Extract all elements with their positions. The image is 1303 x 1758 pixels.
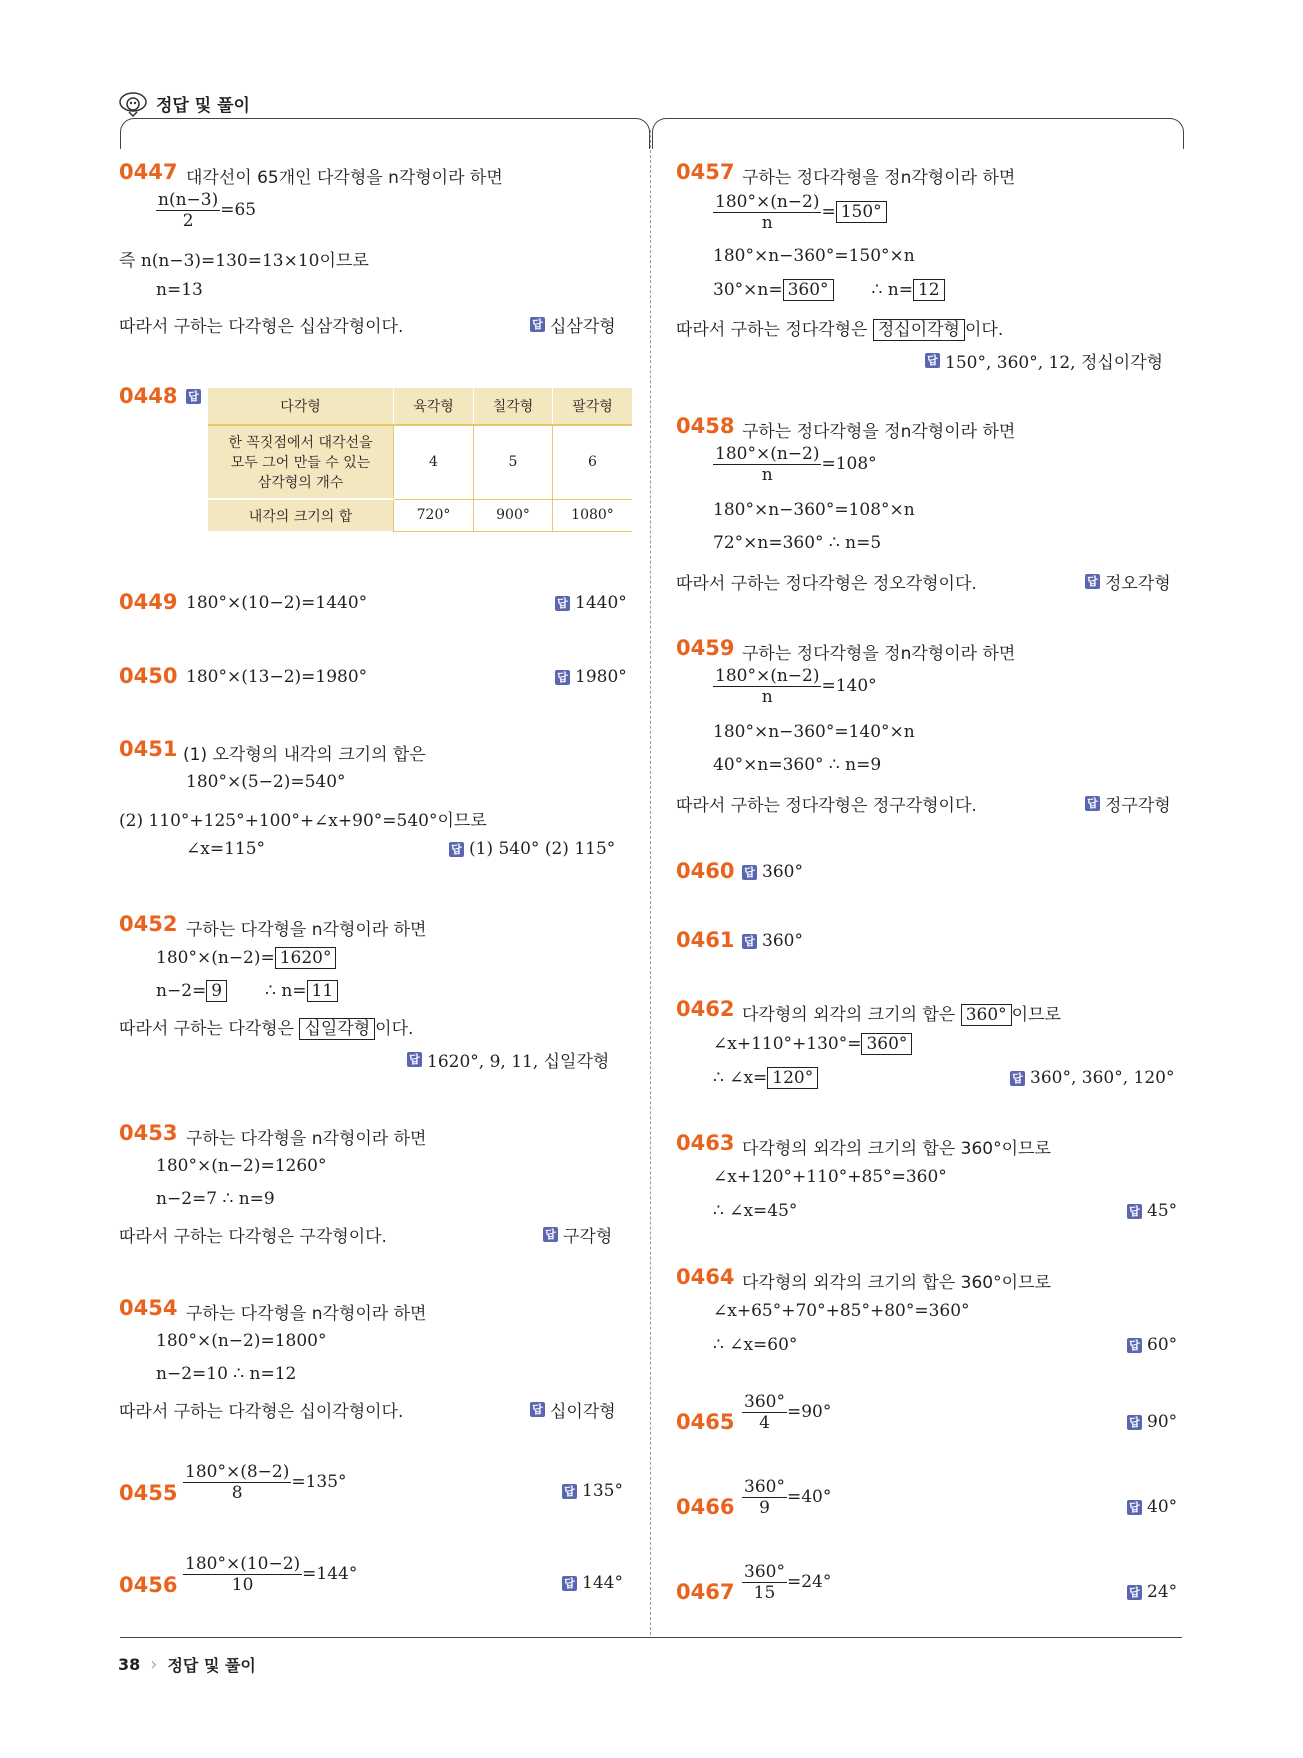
footer-rule [120, 1637, 1182, 1638]
answer: 답 십삼각형 [530, 312, 616, 337]
table-row-label: 내각의 크기의 합 [208, 499, 394, 531]
solution-line: 구하는 다각형을 n각형이라 하면 [186, 920, 427, 940]
solution-line: $\frac{180^\circ\times(n-2)}{n}$ = 150° [713, 192, 887, 233]
answer-icon: 답 [742, 934, 757, 949]
problem-number: 0459 [676, 636, 735, 660]
solution-line: 다각형의 외각의 크기의 합은 360°이므로 [742, 1273, 1051, 1293]
solution-line: 구하는 정다각형을 정n각형이라 하면 [742, 422, 1016, 442]
table-cell: 5 [474, 425, 553, 499]
answer: 답 144° [562, 1573, 623, 1593]
polygon-table [208, 388, 632, 532]
answer: 답 정구각형 [1085, 791, 1171, 816]
answer-icon: 답 [543, 1227, 558, 1242]
table-header: 다각형 [208, 388, 394, 425]
problem-number: 0462 [676, 997, 735, 1021]
answer: 답 1980° [555, 667, 627, 687]
blank-box: 십일각형 [299, 1018, 375, 1040]
solution-line: 따라서 구하는 다각형은 구각형이다. [119, 1227, 387, 1247]
table-header: 팔각형 [553, 388, 633, 425]
table-header: 칠각형 [474, 388, 553, 425]
answer: 답 정오각형 [1085, 569, 1171, 594]
solution-line: 180°×(10−2)=1440° [186, 593, 368, 613]
solution-line: ∠x+110°+130°= 360° [713, 1034, 912, 1054]
problem-number: 0464 [676, 1265, 735, 1289]
blank-box: 정십이각형 [873, 319, 965, 341]
mascot-icon [118, 88, 148, 118]
solution-line: 따라서 구하는 다각형은 십일각형 이다. [119, 1019, 414, 1039]
answer: 답 45° [1127, 1201, 1177, 1221]
solution-line: 구하는 정다각형을 정n각형이라 하면 [742, 644, 1016, 664]
fraction: $\frac{360^\circ}{4}$ [744, 1392, 785, 1433]
page-number: 38 [118, 1655, 141, 1674]
answer-icon: 답 [1085, 574, 1100, 589]
solution-line: 따라서 구하는 정다각형은 정오각형이다. [676, 574, 977, 594]
solution-line: $\frac{360^\circ}{4}$ =90° [744, 1392, 832, 1433]
solution-line: n−2=10 ∴ n=12 [156, 1364, 297, 1384]
footer-title: 정답 및 풀이 [167, 1656, 256, 1675]
solution-line: n−2= 9 ∴ n= 11 [156, 981, 338, 1001]
solution-line: (2) 110°+125°+100°+∠x+90°=540°이므로 [119, 811, 487, 831]
answer-icon: 답 [1127, 1338, 1142, 1353]
solution-line: 다각형의 외각의 크기의 합은 360°이므로 [742, 1139, 1051, 1159]
solution-line: $\frac{180^\circ\times(n-2)}{n}$ =140° [715, 666, 877, 707]
answer: 답 360° [742, 931, 803, 951]
answer: 답 360° [742, 862, 803, 882]
answer-icon: 답 [449, 842, 464, 857]
solution-line: 180°×(5−2)=540° [186, 772, 346, 792]
answer: 답 60° [1127, 1335, 1177, 1355]
problem-number: 0447 [119, 160, 178, 184]
solution-line: 대각선이 65개인 다각형을 n각형이라 하면 [186, 168, 503, 188]
blank-box: 9 [206, 980, 227, 1002]
problem-number: 0449 [119, 590, 178, 614]
answer: 답 (1) 540° (2) 115° [449, 839, 615, 859]
solution-line: ∠x=115° [186, 839, 266, 859]
solution-line: 180°×(n−2)=1800° [156, 1331, 327, 1351]
answer-icon: 답 [1127, 1204, 1142, 1219]
solution-line: $\frac{n(n-3)}{2}$ =65 [158, 190, 257, 231]
solution-line: ∴ ∠x=60° [713, 1335, 798, 1355]
problem-number: 0457 [676, 160, 735, 184]
table-row-label: 한 꼭짓점에서 대각선을 모두 그어 만들 수 있는 삼각형의 개수 [208, 425, 394, 499]
solution-line: $\frac{180^\circ\times(8-2)}{8}$ =135° [185, 1462, 347, 1503]
fraction: $\frac{360^\circ}{15}$ [744, 1562, 785, 1603]
chevron-right-icon: › [150, 1654, 158, 1675]
answer-icon: 답 [1127, 1415, 1142, 1430]
solution-line: 따라서 구하는 다각형은 십삼각형이다. [119, 317, 404, 337]
answer: 답 135° [562, 1481, 623, 1501]
answer-icon: 답 [1085, 796, 1100, 811]
problem-number: 0465 [676, 1410, 735, 1434]
solution-line: 180°×(n−2)= 1620° [156, 948, 336, 968]
solution-line: $\frac{180^\circ\times(10-2)}{10}$ =144° [185, 1554, 358, 1595]
answer-icon: 답 [1010, 1071, 1025, 1086]
problem-number: 0454 [119, 1296, 178, 1320]
problem-number: 0448 [119, 384, 178, 408]
solution-line: ∠x+120°+110°+85°=360° [713, 1167, 947, 1187]
solution-line: ∴ ∠x= 120° [713, 1068, 818, 1088]
table-cell: 720° [394, 499, 474, 531]
page-header [118, 86, 250, 120]
solution-line: 72°×n=360° ∴ n=5 [713, 533, 882, 553]
solution-line: 구하는 다각형을 n각형이라 하면 [186, 1304, 427, 1324]
answer-icon: 답 [562, 1576, 577, 1591]
answer-icon: 답 [742, 865, 757, 880]
problem-number: 0455 [119, 1481, 178, 1505]
problem-number: 0463 [676, 1131, 735, 1155]
fraction: $\frac{n(n-3)}{2}$ [158, 190, 219, 231]
answer: 답 24° [1127, 1582, 1177, 1602]
answer: 답 1440° [555, 593, 627, 613]
problem-number: 0450 [119, 664, 178, 688]
table-cell: 900° [474, 499, 553, 531]
solution-line: $\frac{180^\circ\times(n-2)}{n}$ =108° [715, 444, 877, 485]
solution-line: 30°×n= 360° ∴ n= 12 [713, 280, 945, 300]
blank-box: 360° [961, 1004, 1012, 1026]
solution-line: 다각형의 외각의 크기의 합은 360° 이므로 [742, 1005, 1061, 1025]
solution-line: n−2=7 ∴ n=9 [156, 1189, 275, 1209]
blank-box: 12 [913, 279, 945, 301]
blank-box: 360° [783, 279, 834, 301]
answer-icon: 답 [555, 670, 570, 685]
solution-line: 180°×(n−2)=1260° [156, 1156, 327, 1176]
solution-line: ∠x+65°+70°+85°+80°=360° [713, 1301, 970, 1321]
answer: 답 십이각형 [530, 1397, 616, 1422]
solution-line: (1) 오각형의 내각의 크기의 합은 [183, 745, 426, 765]
answer-icon: 답 [1127, 1500, 1142, 1515]
problem-number: 0460 [676, 859, 735, 883]
blank-box: 120° [767, 1067, 818, 1089]
right-column-frame [652, 118, 1184, 149]
solution-line: $\frac{360^\circ}{9}$ =40° [744, 1477, 832, 1518]
table-header: 육각형 [394, 388, 474, 425]
problem-number: 0466 [676, 1495, 735, 1519]
problem-number: 0458 [676, 414, 735, 438]
answer-icon: 답 [925, 353, 940, 368]
problem-number: 0456 [119, 1573, 178, 1597]
page-footer [118, 1653, 256, 1676]
solution-line: 180°×n−360°=150°×n [713, 246, 915, 266]
answer: 답 구각형 [543, 1222, 612, 1247]
solution-line: $\frac{360^\circ}{15}$ =24° [744, 1562, 832, 1603]
blank-box: 1620° [275, 947, 337, 969]
answer-icon: 답 [555, 596, 570, 611]
solution-line: ∴ ∠x=45° [713, 1201, 798, 1221]
table-cell: 1080° [553, 499, 633, 531]
answer-icon: 답 [562, 1484, 577, 1499]
solution-line: 180°×(13−2)=1980° [186, 667, 368, 687]
solution-line: 따라서 구하는 정다각형은 정구각형이다. [676, 796, 977, 816]
fraction: $\frac{180^\circ\times(10-2)}{10}$ [185, 1554, 301, 1595]
problem-number: 0452 [119, 912, 178, 936]
solution-line: 180°×n−360°=108°×n [713, 500, 915, 520]
solution-line: 40°×n=360° ∴ n=9 [713, 755, 882, 775]
answer-icon: 답 [186, 389, 201, 404]
column-divider [650, 130, 651, 1635]
blank-box: 150° [836, 201, 887, 223]
problem-number: 0467 [676, 1580, 735, 1604]
fraction: $\frac{360^\circ}{9}$ [744, 1477, 785, 1518]
solution-line: 180°×n−360°=140°×n [713, 722, 915, 742]
blank-box: 11 [307, 980, 339, 1002]
answer: 답 150°, 360°, 12, 정십이각형 [925, 348, 1163, 373]
left-column-frame [120, 118, 650, 149]
table-cell: 6 [553, 425, 633, 499]
fraction: $\frac{180^\circ\times(n-2)}{n}$ [715, 666, 820, 707]
fraction: $\frac{180^\circ\times(n-2)}{n}$ [715, 444, 820, 485]
solution-line: 즉 n(n−3)=130=13×10이므로 [119, 251, 369, 271]
answer: 답 90° [1127, 1412, 1177, 1432]
answer: 답 40° [1127, 1497, 1177, 1517]
problem-number: 0453 [119, 1121, 178, 1145]
table-cell: 4 [394, 425, 474, 499]
page-header-title: 정답 및 풀이 [156, 95, 250, 116]
answer-icon: 답 [1127, 1585, 1142, 1600]
solution-line: 구하는 다각형을 n각형이라 하면 [186, 1129, 427, 1149]
problem-number: 0461 [676, 928, 735, 952]
blank-box: 360° [861, 1033, 912, 1055]
fraction: $\frac{180^\circ\times(n-2)}{n}$ [715, 192, 820, 233]
solution-line: n=13 [156, 280, 203, 300]
solution-line: 따라서 구하는 정다각형은 정십이각형 이다. [676, 320, 1004, 340]
answer: 답 360°, 360°, 120° [1010, 1068, 1174, 1088]
answer-icon: 답 [530, 317, 545, 332]
fraction: $\frac{180^\circ\times(8-2)}{8}$ [185, 1462, 290, 1503]
solution-line: 구하는 정다각형을 정n각형이라 하면 [742, 168, 1016, 188]
problem-number: 0451 [119, 737, 178, 761]
answer-icon: 답 [407, 1052, 422, 1067]
answer-icon: 답 [530, 1402, 545, 1417]
solution-line: 따라서 구하는 다각형은 십이각형이다. [119, 1402, 404, 1422]
answer: 답 1620°, 9, 11, 십일각형 [407, 1047, 609, 1072]
